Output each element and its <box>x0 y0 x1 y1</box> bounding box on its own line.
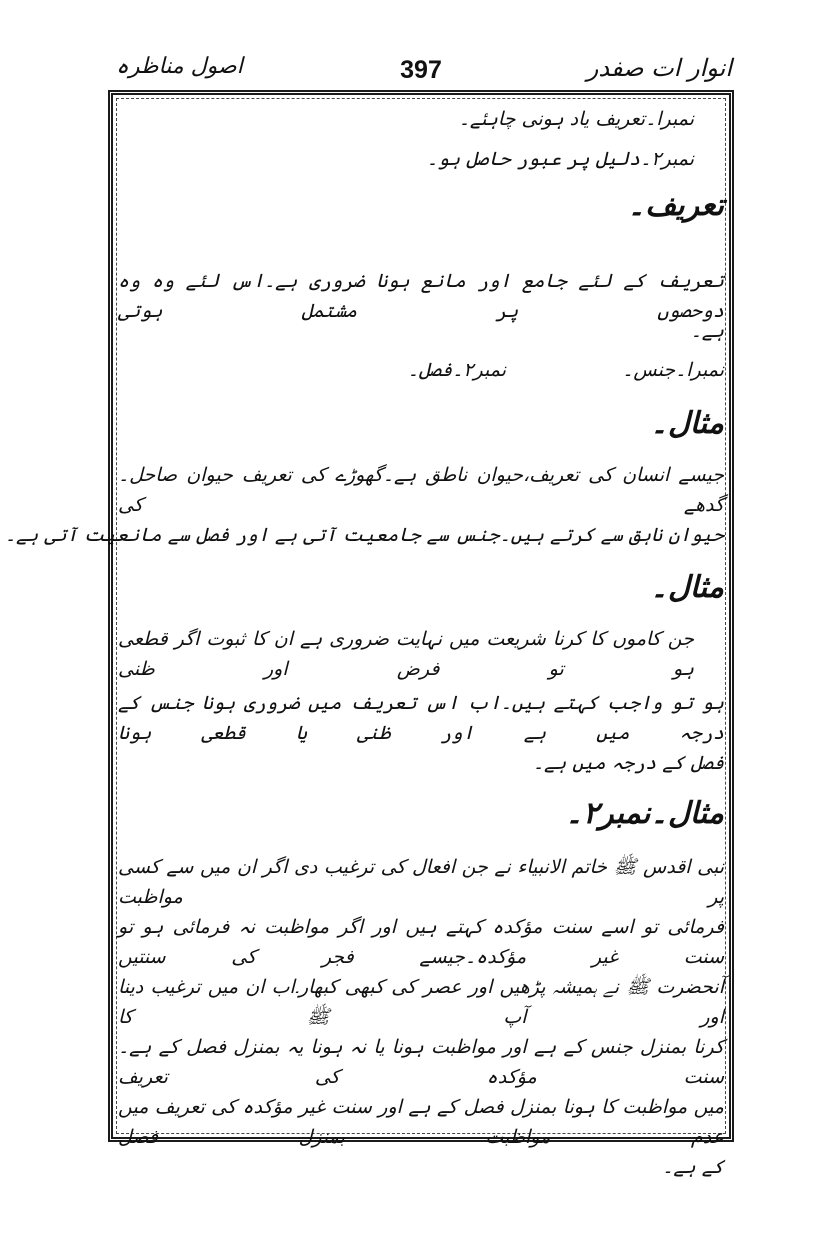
genus-item: نمبرا۔جنس۔ <box>622 359 724 381</box>
heading-definition: تعریف۔ <box>627 188 724 223</box>
example-3-line-3: آنحضرت ﷺ نے ہمیشہ پڑھیں اور عصر کی کبھی کبھار۔اب ان میں ترغیب دینا اور آپ ﷺ کا <box>118 976 724 1028</box>
example-3-line-1: نبی اقدس ﷺ خاتم الانبیاء نے جن افعال کی ترغیب دی اگر ان میں سے کسی پر مواظبت <box>118 856 724 908</box>
page-header <box>108 52 734 92</box>
heading-example-3: مثال۔نمبر۲۔ <box>565 796 724 831</box>
example-2-line-2: ہو تو واجب کہتے ہیں۔اب اس تعریف میں ضروری ہونا جنس کے درجہ میں ہے اور ظنی یا قطعی ہونا <box>118 692 724 744</box>
chapter-title: اصول مناظرہ <box>116 54 243 79</box>
heading-example-2: مثال۔ <box>650 570 724 605</box>
example-3-line-4: کرنا بمنزل جنس کے ہے اور مواظبت ہونا یا نہ ہونا یہ بمنزل فصل کے ہے۔سنت مؤکدہ کی تعریف <box>118 1036 724 1088</box>
example-1-line-2: حیوان ناہق سے کرتے ہیں۔جنس سے جامعیت آتی ہے اور فصل سے مانعیت آتی ہے۔ <box>4 524 724 546</box>
requirement-2: نمبر۲۔دلیل پر عبور حاصل ہو۔ <box>426 148 694 170</box>
definition-line-1: تعریف کے لئے جامع اور مانع ہونا ضروری ہے۔اس لئے وہ وہ دوحصوں پر مشتمل ہوتی <box>118 270 724 322</box>
example-2-line-1: جن کاموں کا کرنا شریعت میں نہایت ضروری ہے ان کا ثبوت اگر قطعی ہو تو فرض اور ظنی <box>118 628 695 680</box>
example-3-line-5: میں مواظبت کا ہونا بمنزل فصل کے ہے اور سنت غیر مؤکدہ کی تعریف میں عدم مواظبت بمنزل فصل <box>118 1096 724 1148</box>
heading-example-1: مثال۔ <box>650 406 724 441</box>
requirement-1: نمبرا۔تعریف یاد ہونی چاہئے۔ <box>458 108 694 130</box>
example-3-line-2: فرمائی تو اسے سنت مؤکدہ کہتے ہیں اور اگر مواظبت نہ فرمائی ہو تو سنت غیر مؤکدہ۔جیسے فجر کی سنتیں <box>118 916 724 968</box>
example-3-line-6: کے ہے۔ <box>662 1156 724 1178</box>
book-title: انوار ات صفدر <box>586 54 732 82</box>
example-2-line-3: فصل کے درجہ میں ہے۔ <box>532 752 724 774</box>
example-1-line-1: جیسے انسان کی تعریف،حیوان ناطق ہے۔گھوڑے کی تعریف حیوان صاحل۔گدھے کی <box>118 464 724 516</box>
definition-line-2: ہے۔ <box>690 320 724 342</box>
differentia-item: نمبر۲۔فصل۔ <box>407 359 506 381</box>
page-number: 397 <box>400 56 442 84</box>
